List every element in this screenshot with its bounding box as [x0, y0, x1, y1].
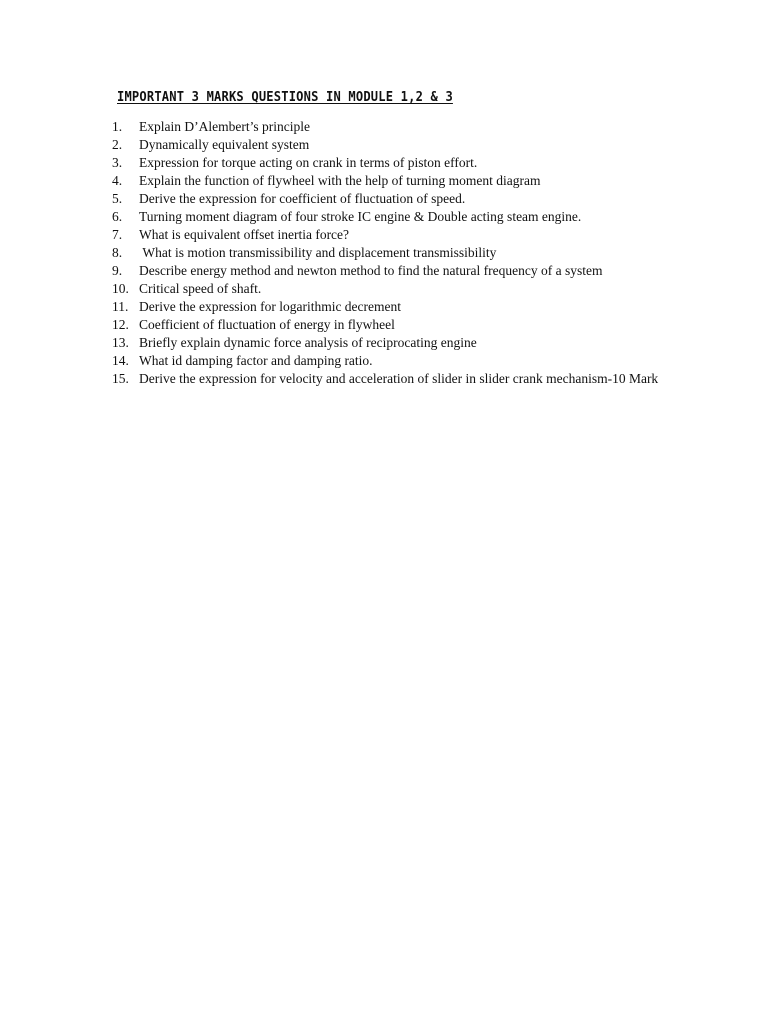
question-item [112, 298, 682, 316]
question-number: 7. [112, 227, 123, 242]
question-text: Derive the expression for coefficient of fluctuation of speed. [139, 191, 466, 206]
question-number: 9. [112, 263, 123, 278]
question-text: What is motion transmissibility and displacement transmissibility [139, 245, 497, 260]
question-text: Expression for torque acting on crank in terms of piston effort. [139, 155, 478, 170]
question-text: What is equivalent offset inertia force? [139, 227, 350, 242]
question-text: Turning moment diagram of four stroke IC engine & Double acting steam engine. [139, 209, 582, 224]
question-item [112, 262, 682, 280]
question-text: Briefly explain dynamic force analysis of reciprocating engine [139, 335, 477, 350]
question-number: 10. [112, 281, 129, 296]
question-item [112, 190, 682, 208]
question-number: 13. [112, 335, 129, 350]
question-text: What id damping factor and damping ratio. [139, 353, 373, 368]
question-item [112, 226, 682, 244]
question-item [112, 352, 682, 370]
question-item [112, 334, 682, 352]
question-number: 12. [112, 317, 129, 332]
question-text: Explain the function of flywheel with the help of turning moment diagram [139, 173, 541, 188]
question-item [112, 136, 682, 154]
question-number: 3. [112, 155, 123, 170]
question-item [112, 370, 682, 388]
question-item [112, 280, 682, 298]
question-number: 14. [112, 353, 129, 368]
question-number: 8. [112, 245, 123, 260]
question-text: Derive the expression for logarithmic decrement [139, 299, 402, 314]
question-number: 4. [112, 173, 123, 188]
question-number: 15. [112, 371, 129, 386]
question-item [112, 244, 682, 262]
question-number: 5. [112, 191, 123, 206]
question-number: 1. [112, 119, 123, 134]
question-text: Describe energy method and newton method to find the natural frequency of a system [139, 263, 603, 278]
question-text: Coefficient of fluctuation of energy in flywheel [139, 317, 395, 332]
question-text: Dynamically equivalent system [139, 137, 310, 152]
question-item [112, 154, 682, 172]
question-item [112, 316, 682, 334]
question-number: 2. [112, 137, 123, 152]
question-item [112, 118, 682, 136]
question-text: Explain D’Alembert’s principle [139, 119, 310, 134]
document-heading: IMPORTANT 3 MARKS QUESTIONS IN MODULE 1,2 & 3 [117, 90, 453, 105]
question-number: 6. [112, 209, 123, 224]
question-item [112, 208, 682, 226]
question-number: 11. [112, 299, 129, 314]
question-item [112, 172, 682, 190]
question-text: Critical speed of shaft. [139, 281, 262, 296]
question-list [112, 118, 682, 388]
question-text: Derive the expression for velocity and acceleration of slider in slider crank mechanism-10 Mark [139, 371, 659, 386]
